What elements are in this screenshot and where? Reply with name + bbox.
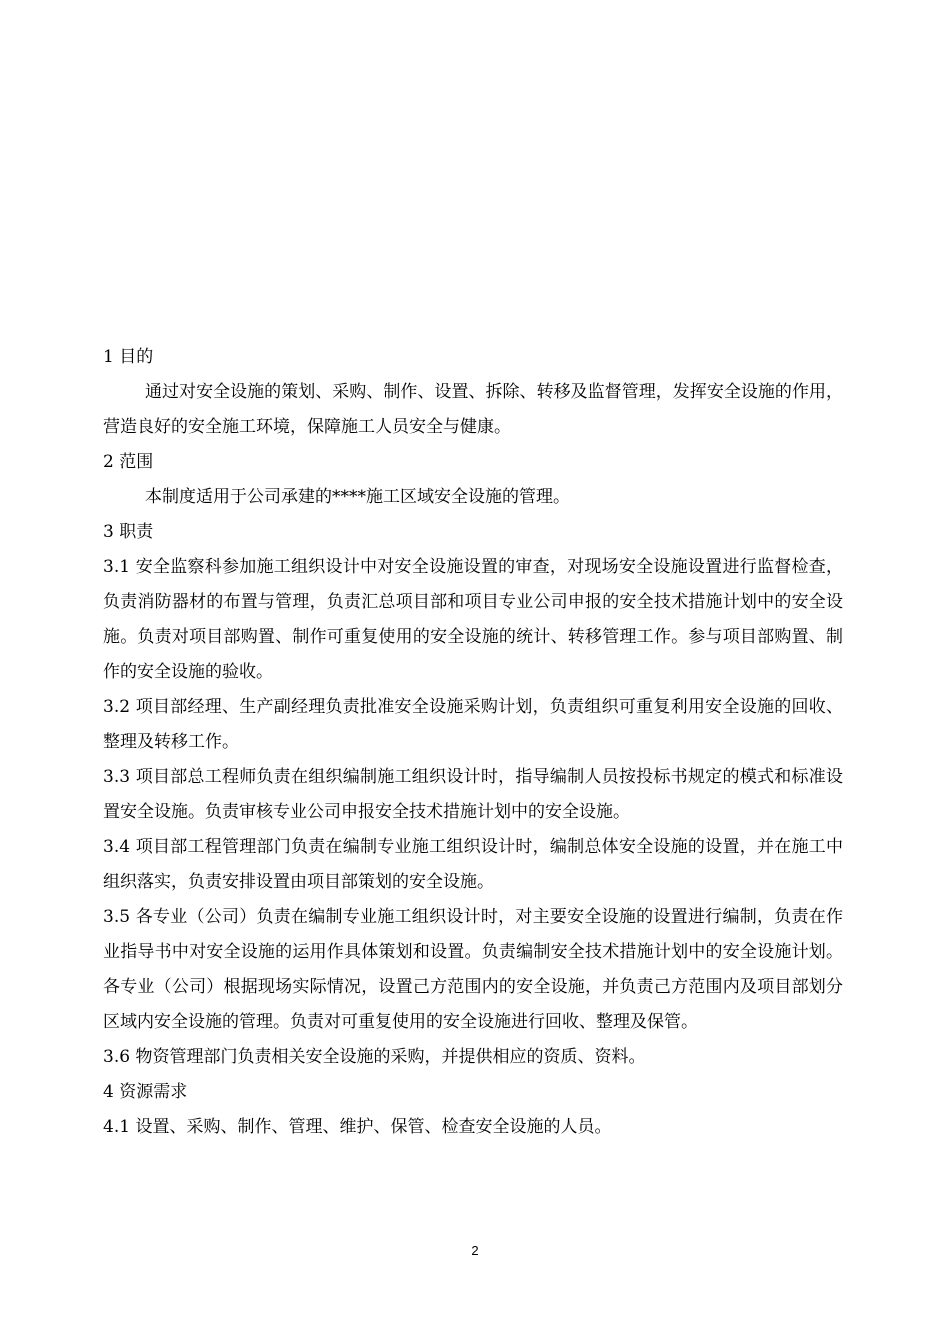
scope-body: 本制度适用于公司承建的****施工区域安全设施的管理。	[145, 487, 570, 507]
heading-2-scope: 2 范围	[103, 452, 154, 472]
clause-4-1: 4.1 设置、采购、制作、管理、维护、保管、检查安全设施的人员。	[103, 1117, 612, 1137]
document-body	[103, 340, 843, 1145]
page-number: 2	[471, 1243, 479, 1258]
clause-3-5: 3.5 各专业（公司）负责在编制专业施工组织设计时，对主要安全设施的设置进行编制，负责在作业指导书中对安全设施的运用作具体策划和设置。负责编制安全技术措施计划中的安全设施计划。各专业（公司）根据现场实际情况，设置己方范围内的安全设施，并负责己方范围内及项目部划分区域内安全设施的管理。负责对可重复使用的安全设施进行回收、整理及保管。	[103, 907, 843, 1032]
clause-3-4: 3.4 项目部工程管理部门负责在编制专业施工组织设计时，编制总体安全设施的设置，并在施工中组织落实，负责安排设置由项目部策划的安全设施。	[103, 837, 843, 892]
clause-3-2: 3.2 项目部经理、生产副经理负责批准安全设施采购计划，负责组织可重复利用安全设施的回收、整理及转移工作。	[103, 697, 843, 752]
heading-3-responsibilities: 3 职责	[103, 522, 154, 542]
heading-4-resources: 4 资源需求	[103, 1082, 188, 1102]
clause-3-1: 3.1 安全监察科参加施工组织设计中对安全设施设置的审查，对现场安全设施设置进行监督检查，负责消防器材的布置与管理，负责汇总项目部和项目专业公司申报的安全技术措施计划中的安全设施。负责对项目部购置、制作可重复使用的安全设施的统计、转移管理工作。参与项目部购置、制作的安全设施的验收。	[103, 557, 843, 682]
heading-1-purpose: 1 目的	[103, 347, 154, 367]
clause-3-3: 3.3 项目部总工程师负责在组织编制施工组织设计时，指导编制人员按投标书规定的模式和标准设置安全设施。负责审核专业公司申报安全技术措施计划中的安全设施。	[103, 767, 843, 822]
purpose-body: 通过对安全设施的策划、采购、制作、设置、拆除、转移及监督管理，发挥安全设施的作用，营造良好的安全施工环境，保障施工人员安全与健康。	[103, 382, 843, 437]
clause-3-6: 3.6 物资管理部门负责相关安全设施的采购，并提供相应的资质、资料。	[103, 1047, 646, 1067]
